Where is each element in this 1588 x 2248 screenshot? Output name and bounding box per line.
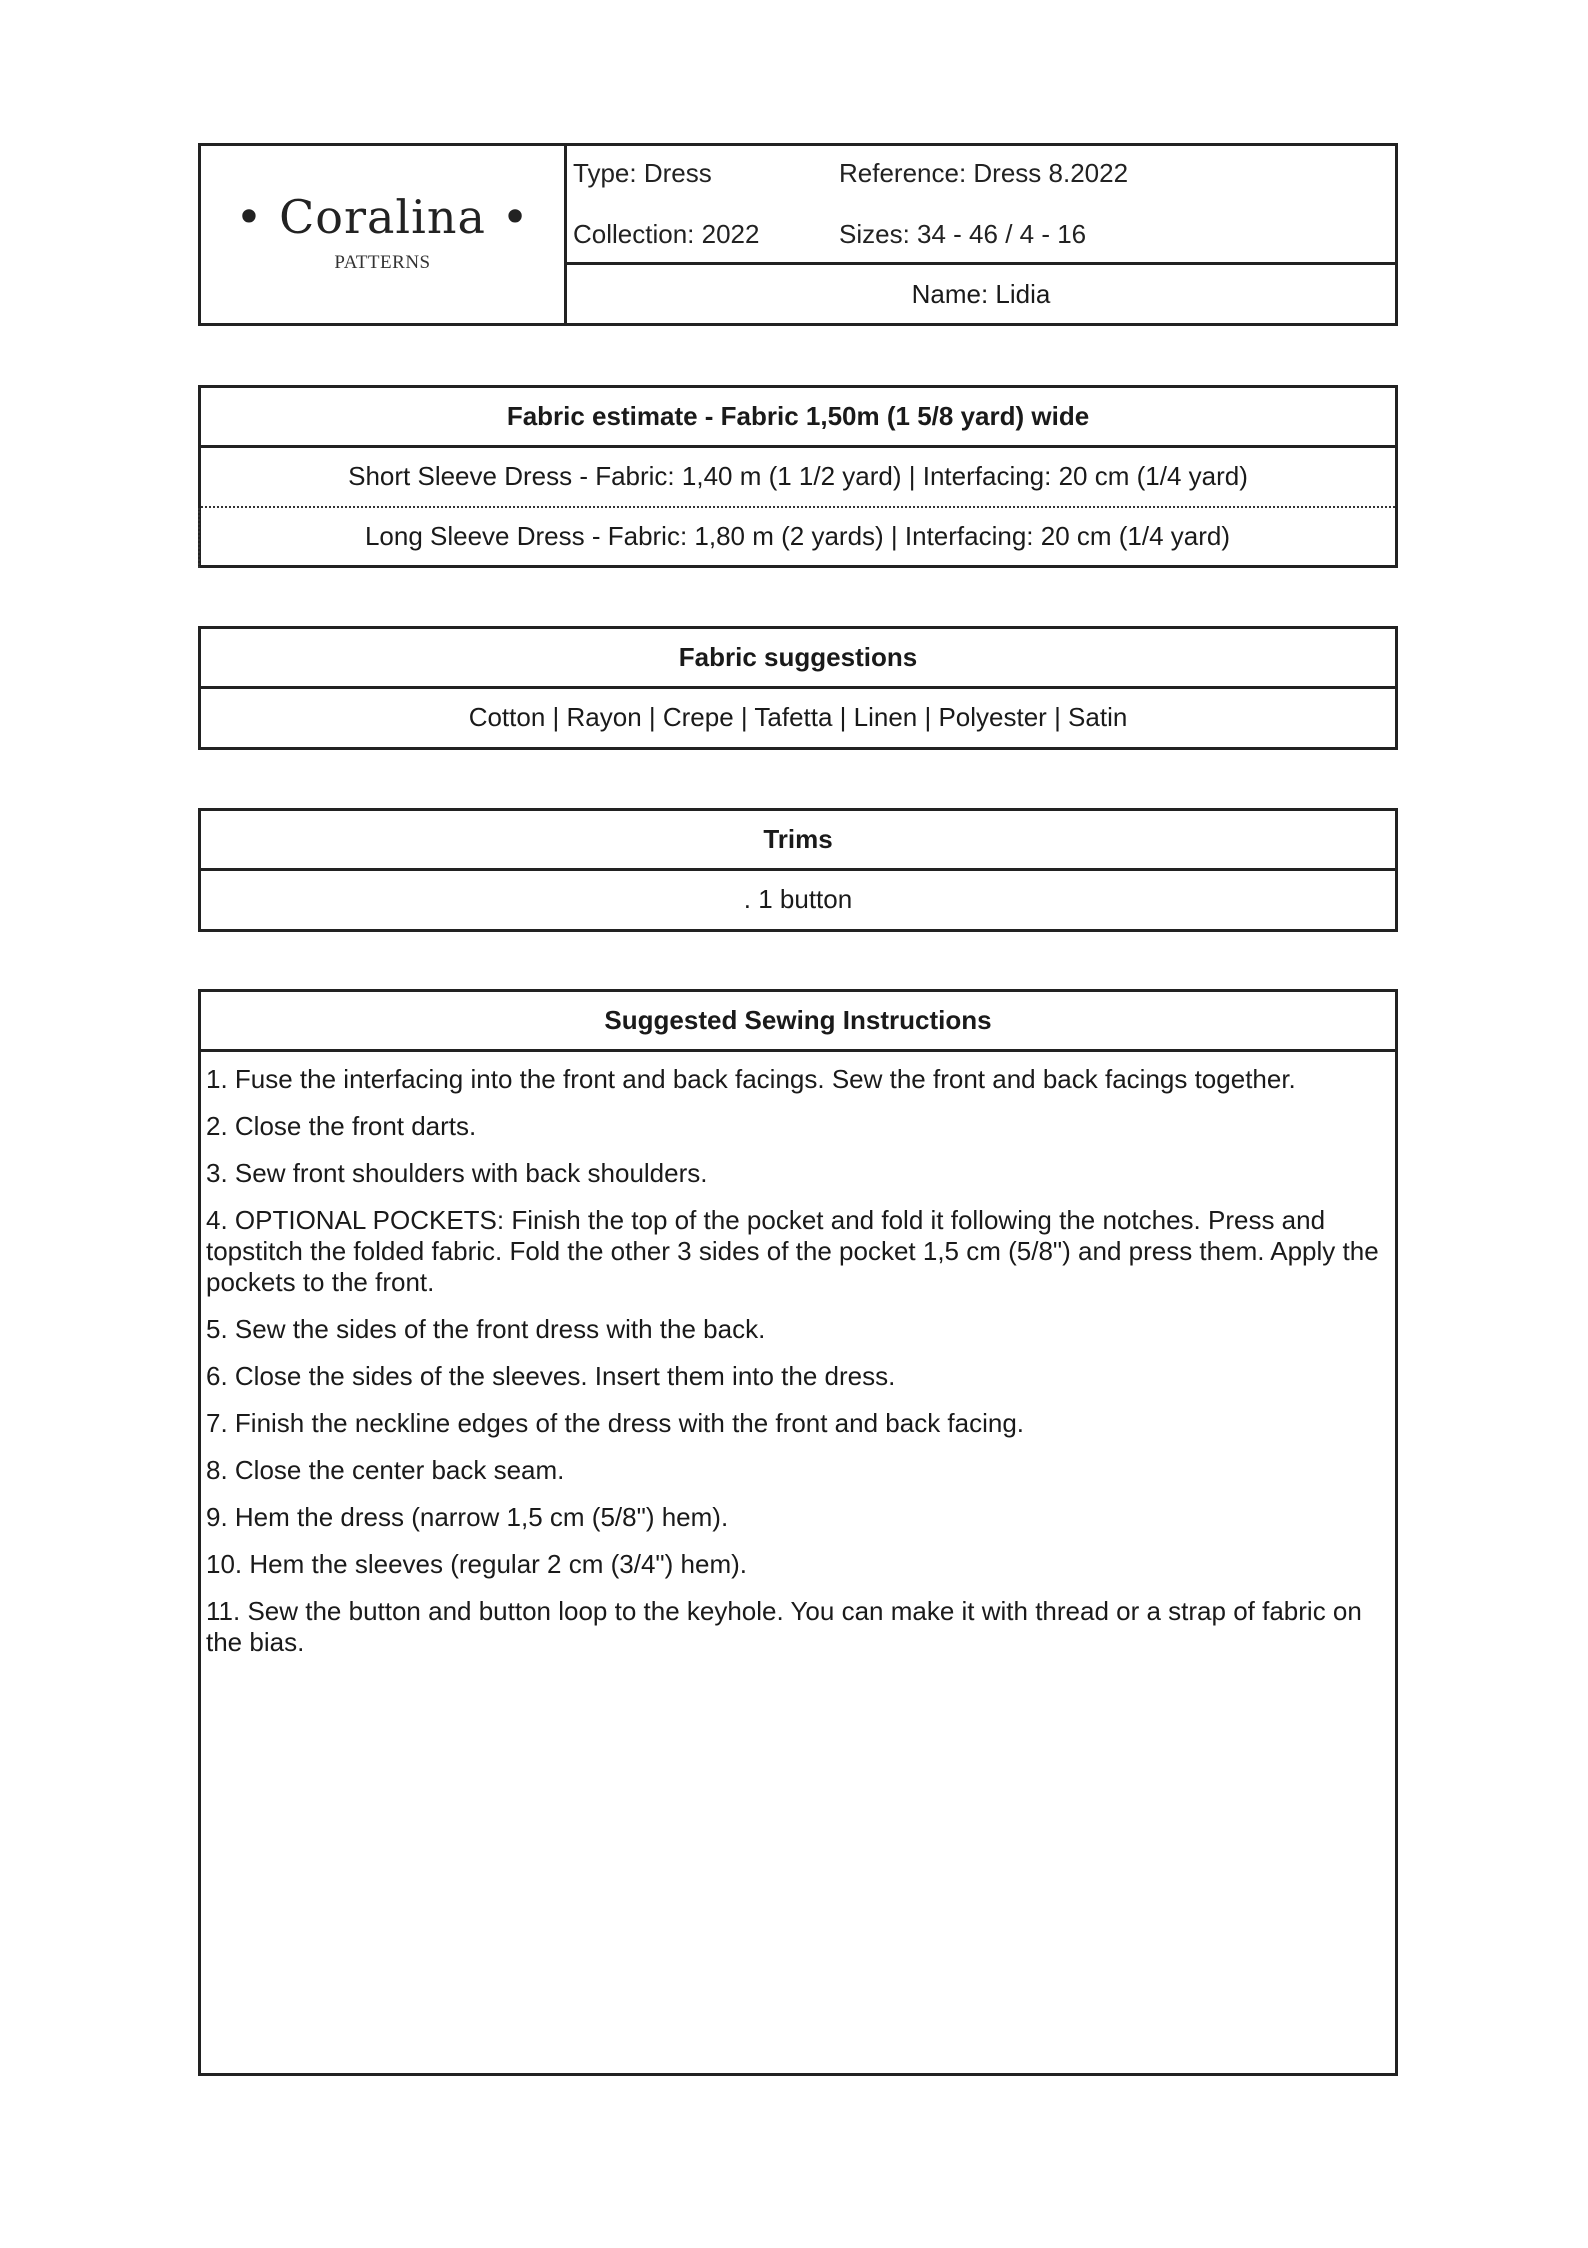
- fabric-estimate-row: Short Sleeve Dress - Fabric: 1,40 m (1 1/2 yard) | Interfacing: 20 cm (1/4 yard): [201, 448, 1395, 508]
- sewing-step: 7. Finish the neckline edges of the dress with the front and back facing.: [206, 1408, 1025, 1438]
- fabric-suggestions-table: [198, 626, 1398, 750]
- trims-title: Trims: [201, 811, 1395, 871]
- sewing-instructions-title: Suggested Sewing Instructions: [201, 992, 1395, 1052]
- sewing-step: 1. Fuse the interfacing into the front and back facings. Sew the front and back facings together.: [206, 1064, 1296, 1094]
- fabric-estimate-table: [198, 385, 1398, 568]
- fabric-estimate-row: Long Sleeve Dress - Fabric: 1,80 m (2 yards) | Interfacing: 20 cm (1/4 yard): [198, 508, 1395, 568]
- pattern-type: Type: Dress: [573, 158, 712, 188]
- sewing-steps-list: [201, 1052, 1395, 1658]
- fabric-suggestions-title: Fabric suggestions: [201, 629, 1395, 689]
- brand-subtitle: PATTERNS: [334, 252, 431, 273]
- sewing-step: 3. Sew front shoulders with back shoulders.: [206, 1158, 708, 1188]
- sewing-step: 4. OPTIONAL POCKETS: Finish the top of the pocket and fold it following the notches. Press and topstitch the folded fabric. Fold the other 3 sides of the pocket 1,5 cm (5/8") and press them. Apply the pockets to the front.: [206, 1205, 1379, 1297]
- pattern-reference: Reference: Dress 8.2022: [839, 158, 1129, 188]
- sewing-step: 9. Hem the dress (narrow 1,5 cm (5/8") hem).: [206, 1502, 729, 1532]
- sewing-step: 10. Hem the sleeves (regular 2 cm (3/4") hem).: [206, 1549, 747, 1579]
- sewing-step: 2. Close the front darts.: [206, 1111, 477, 1141]
- sewing-step: 8. Close the center back seam.: [206, 1455, 565, 1485]
- sewing-instructions-table: [198, 989, 1398, 2076]
- trims-table: [198, 808, 1398, 932]
- pattern-sizes: Sizes: 34 - 46 / 4 - 16: [839, 219, 1087, 249]
- pattern-header: [198, 143, 1398, 326]
- trims-list: . 1 button: [743, 884, 853, 914]
- brand-name: • Coralina •: [235, 190, 530, 244]
- sewing-step: 11. Sew the button and button loop to the keyhole. You can make it with thread or a strap of fabric on the bias.: [206, 1596, 1362, 1657]
- pattern-name: Name: Lidia: [911, 279, 1051, 309]
- pattern-collection: Collection: 2022: [573, 219, 760, 249]
- sewing-step: 5. Sew the sides of the front dress with the back.: [206, 1314, 766, 1344]
- brand-logo: [201, 146, 567, 323]
- pattern-info: [567, 146, 1395, 265]
- sewing-step: 6. Close the sides of the sleeves. Insert them into the dress.: [206, 1361, 896, 1391]
- fabric-suggestions-list: Cotton | Rayon | Crepe | Tafetta | Linen | Polyester | Satin: [468, 702, 1128, 732]
- fabric-estimate-title: Fabric estimate - Fabric 1,50m (1 5/8 yard) wide: [201, 388, 1395, 448]
